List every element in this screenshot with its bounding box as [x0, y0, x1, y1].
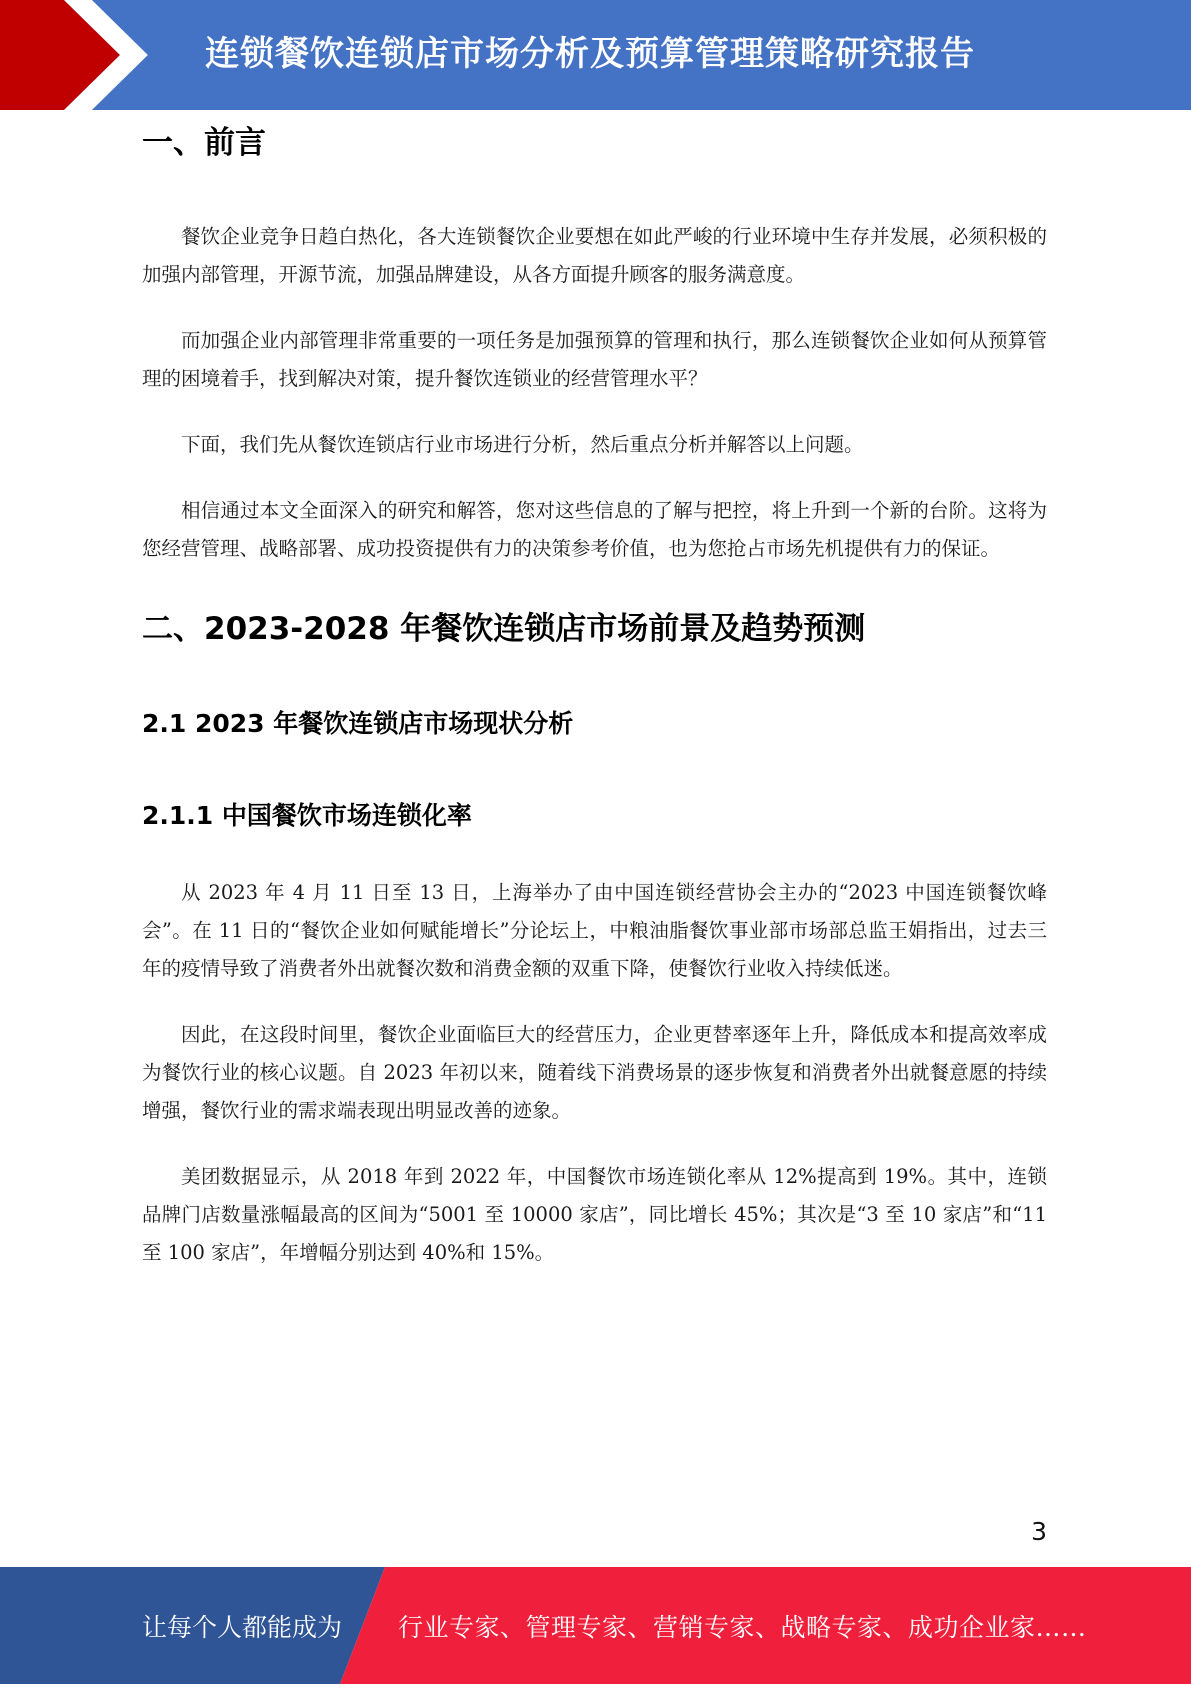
- report-title: 连锁餐饮连锁店市场分析及预算管理策略研究报告: [205, 34, 975, 74]
- page-footer: [0, 1567, 1191, 1684]
- section-heading-forecast: 二、2023-2028 年餐饮连锁店市场前景及趋势预测: [142, 611, 866, 647]
- subsection-heading: 2.1 2023 年餐饮连锁店市场现状分析: [142, 709, 574, 738]
- paragraph: 美团数据显示，从 2018 年到 2022 年，中国餐饮市场连锁化率从 12%提高到 19%。其中，连锁品牌门店数量涨幅最高的区间为“5001 至 10000 家店”，同比增长 45%；其次是“3 至 10 家店”和“11 至 100 家店”，年增幅分别达到 40%和 15%。: [142, 1165, 1047, 1264]
- paragraph: 而加强企业内部管理非常重要的一项任务是加强预算的管理和执行，那么连锁餐饮企业如何从预算管理的困境着手，找到解决对策，提升餐饮连锁业的经营管理水平？: [142, 329, 1047, 390]
- page-header: [0, 0, 1191, 110]
- header-arrow-graphic: [0, 0, 150, 110]
- page-number: 3: [1031, 1517, 1047, 1546]
- paragraph: 下面，我们先从餐饮连锁店行业市场进行分析，然后重点分析并解答以上问题。: [181, 433, 864, 456]
- paragraph: 从 2023 年 4 月 11 日至 13 日，上海举办了由中国连锁经营协会主办的“2023 中国连锁餐饮峰会”。在 11 日的“餐饮企业如何赋能增长”分论坛上，中粮油脂餐饮事业部市场部总监王娟指出，过去三年的疫情导致了消费者外出就餐次数和消费金额的双重下降，使餐饮行业收入持续低迷。: [142, 881, 1047, 980]
- paragraph: 因此，在这段时间里，餐饮企业面临巨大的经营压力，企业更替率逐年上升，降低成本和提高效率成为餐饮行业的核心议题。自 2023 年初以来，随着线下消费场景的逐步恢复和消费者外出就餐意愿的持续增强，餐饮行业的需求端表现出明显改善的迹象。: [142, 1023, 1047, 1122]
- paragraph: 相信通过本文全面深入的研究和解答，您对这些信息的了解与把控，将上升到一个新的台阶。这将为您经营管理、战略部署、成功投资提供有力的决策参考价值，也为您抢占市场先机提供有力的保证。: [142, 499, 1047, 560]
- subsubsection-heading: 2.1.1 中国餐饮市场连锁化率: [142, 801, 472, 830]
- paragraph: 餐饮企业竞争日趋白热化，各大连锁餐饮企业要想在如此严峻的行业环境中生存并发展，必须积极的加强内部管理，开源节流，加强品牌建设，从各方面提升顾客的服务满意度。: [142, 225, 1047, 286]
- footer-slogan-left: 让每个人都能成为: [142, 1613, 343, 1642]
- page-content: [142, 120, 1047, 1272]
- footer-slogan-right: 行业专家、管理专家、营销专家、战略专家、成功企业家……: [398, 1613, 1087, 1642]
- section-heading-preface: 一、前言: [142, 125, 266, 161]
